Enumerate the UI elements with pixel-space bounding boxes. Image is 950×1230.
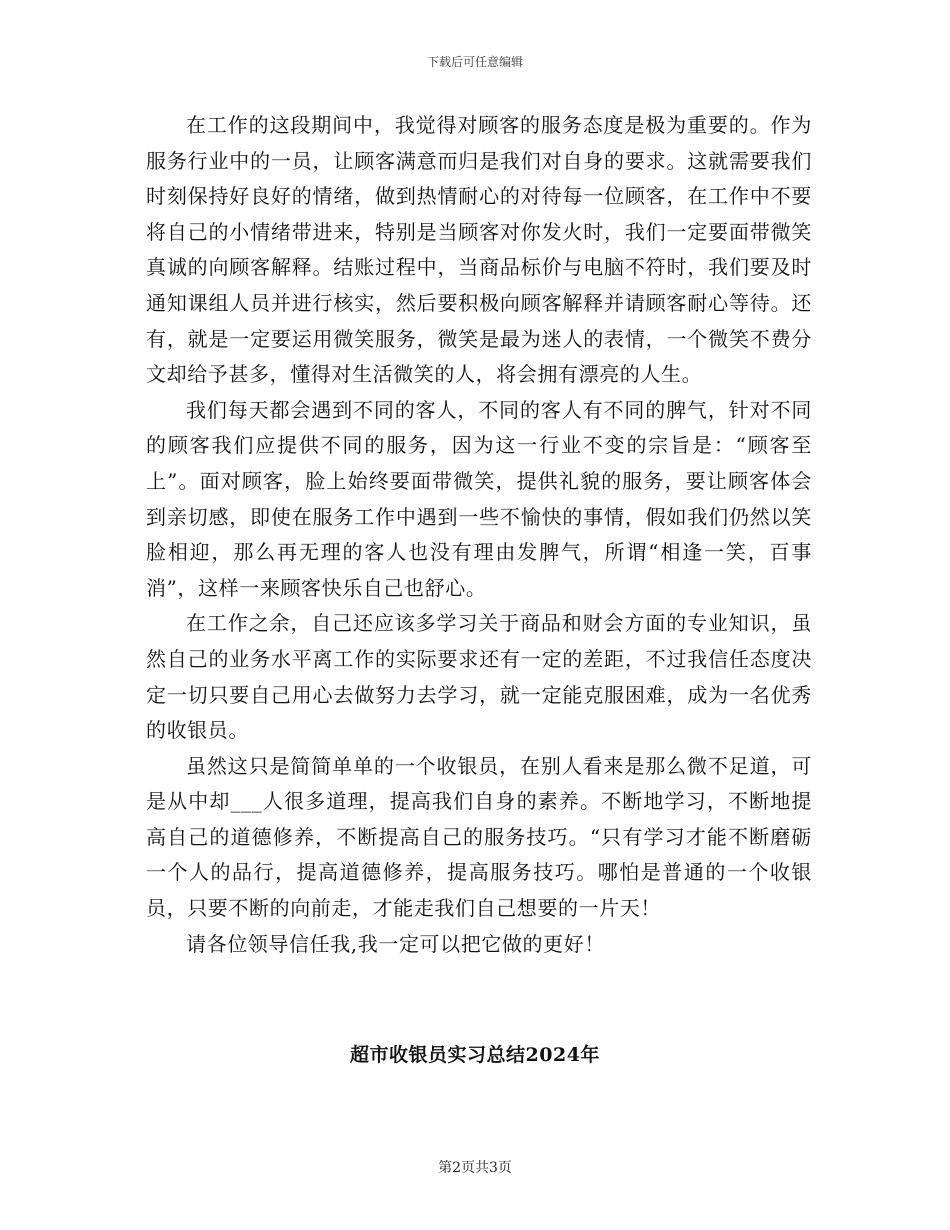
paragraph-self-improvement: 虽然这只是简简单单的一个收银员，在别人看来是那么微不足道，可是从中却___人很多道理，提高我们自身的素养。不断地学习，不断地提高自己的道德修养，不断提高自己的服务技巧。“只有学习才能不断磨砺一个人的品行，提高道德修养，提高服务技巧。哪怕是普通的一个收银员，只要不断的向前走，才能走我们自己想要的一片天！ (146, 753, 812, 921)
page-header-note: 下载后可任意编辑 (426, 55, 523, 69)
document-body (146, 108, 812, 962)
paragraph-professional-study: 在工作之余，自己还应该多学习关于商品和财会方面的专业知识，虽然自己的业务水平离工作的实际要求还有一定的差距，不过我信任态度决定一切只要自己用心去做努力去学习，就一定能克服困难，成为一名优秀的收银员。 (146, 611, 812, 743)
paragraph-service-attitude: 在工作的这段期间中，我觉得对顾客的服务态度是极为重要的。作为服务行业中的一员，让顾客满意而归是我们对自身的要求。这就需要我们时刻保持好良好的情绪，做到热情耐心的对待每一位顾客，在工作中不要将自己的小情绪带进来，特别是当顾客对你发火时，我们一定要面带微笑真诚的向顾客解释。结账过程中，当商品标价与电脑不符时，我们要及时通知课组人员并进行核实，然后要积极向顾客解释并请顾客耐心等待。还有，就是一定要运用微笑服务，微笑是最为迷人的表情，一个微笑不费分文却给予甚多，懂得对生活微笑的人，将会拥有漂亮的人生。 (146, 113, 812, 387)
paragraph-different-customers: 我们每天都会遇到不同的客人，不同的客人有不同的脾气，针对不同的顾客我们应提供不同的服务，因为这一行业不变的宗旨是：“顾客至上”。面对顾客，脸上始终要面带微笑，提供礼貌的服务，要让顾客体会到亲切感，即使在服务工作中遇到一些不愉快的事情，假如我们仍然以笑脸相迎，那么再无理的客人也没有理由发脾气，所谓“相逢一笑，百事消”，这样一来顾客快乐自己也舒心。 (146, 397, 812, 600)
page-number: 第2页共3页 (438, 1160, 512, 1176)
paragraph-closing: 请各位领导信任我,我一定可以把它做的更好！ (186, 931, 605, 956)
document-title: 超市收银员实习总结2024年 (350, 1044, 600, 1066)
